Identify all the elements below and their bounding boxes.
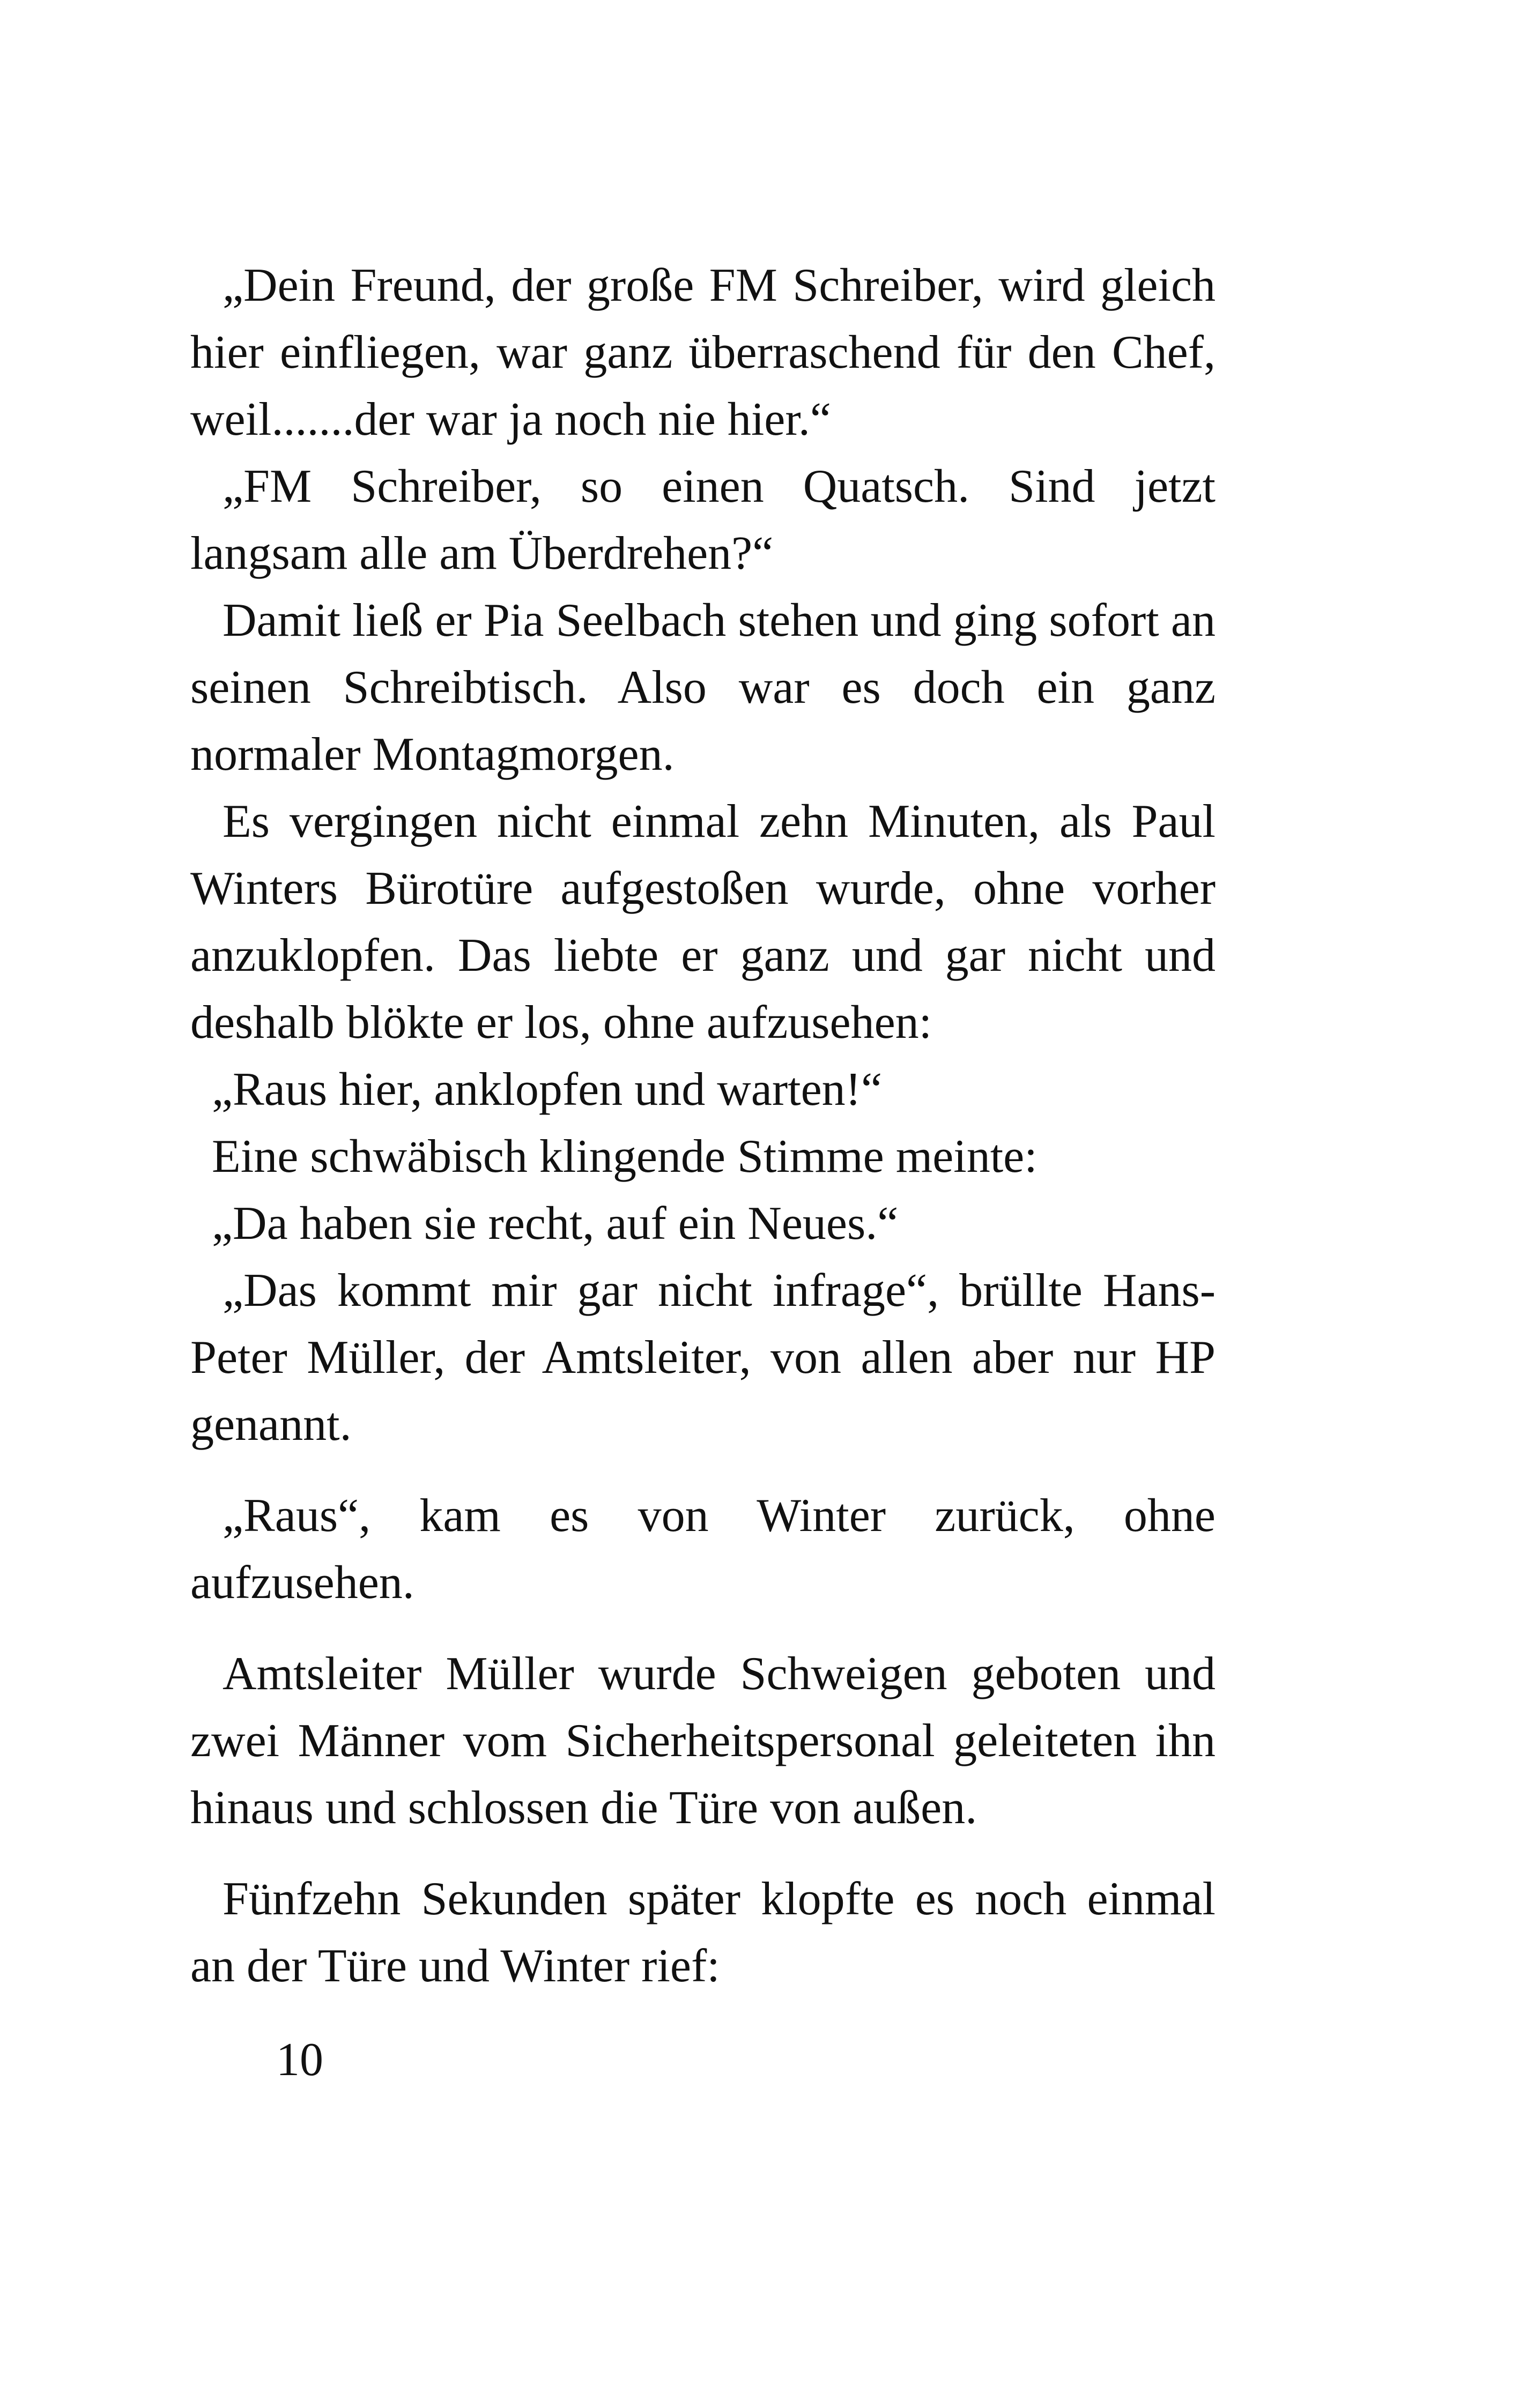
paragraph: Es vergingen nicht einmal zehn Minuten, als Paul Winters Bürotüre aufgestoßen wurde, ohne vorher anzuklopfen. Das liebte er ganz und gar nicht und deshalb blökte er los, ohne aufzusehen: — [190, 796, 1216, 1049]
paragraph: „Raus“, kam es von Winter zurück, ohne aufzusehen. — [190, 1490, 1216, 1609]
paragraph: „Dein Freund, der große FM Schreiber, wird gleich hier einfliegen, war ganz überraschend für den Chef, weil.......der war ja noch nie hier.“ — [190, 259, 1216, 445]
paragraph: „Das kommt mir gar nicht infrage“, brüllte Hans-Peter Müller, der Amtsleiter, von allen aber nur HP genannt. — [190, 1265, 1216, 1451]
paragraph: „Raus hier, anklopfen und warten!“ — [212, 1064, 883, 1116]
page-number: 10 — [276, 2034, 323, 2086]
paragraph: Amtsleiter Müller wurde Schweigen geboten und zwei Männer vom Sicherheitspersonal geleiteten ihn hinaus und schlossen die Türe von außen. — [190, 1648, 1216, 1834]
paragraph: Fünfzehn Sekunden später klopfte es noch einmal an der Türe und Winter rief: — [190, 1873, 1216, 1992]
paragraph: Damit ließ er Pia Seelbach stehen und ging sofort an seinen Schreibtisch. Also war es doch ein ganz normaler Montagmorgen. — [190, 594, 1216, 781]
paragraph: „Da haben sie recht, auf ein Neues.“ — [212, 1198, 899, 1250]
paragraph: „FM Schreiber, so einen Quatsch. Sind jetzt langsam alle am Überdrehen?“ — [190, 460, 1216, 579]
paragraph: Eine schwäbisch klingende Stimme meinte: — [212, 1131, 1038, 1183]
body-text — [190, 252, 1216, 2000]
